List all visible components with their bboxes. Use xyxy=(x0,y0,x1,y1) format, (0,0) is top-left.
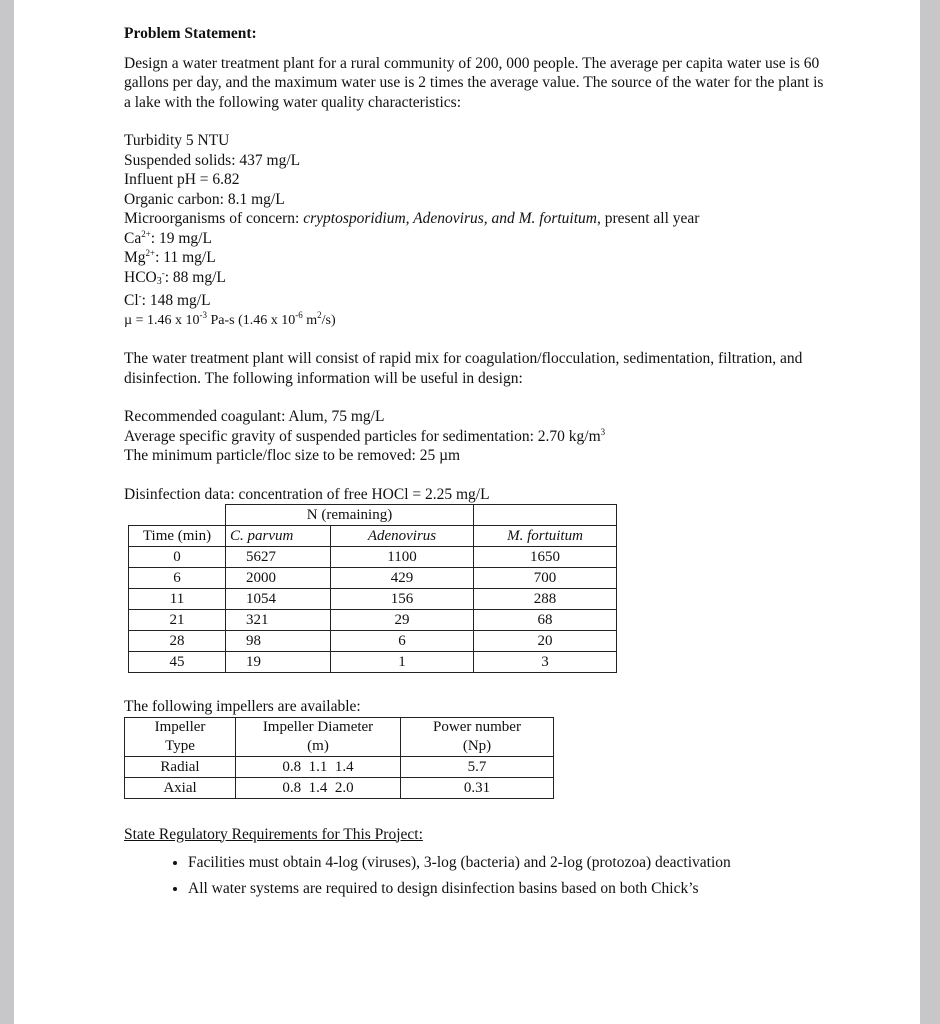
cl-charge: - xyxy=(138,291,142,301)
viscosity-line xyxy=(124,311,824,331)
ca-charge: 2+ xyxy=(141,228,151,239)
turbidity-line: Turbidity 5 NTU xyxy=(124,132,230,149)
gravity-text: Average specific gravity of suspended particles for sedimentation: 2.70 kg/m xyxy=(124,427,601,445)
cell-c-parvum: 2000 xyxy=(226,568,331,589)
cell-impeller-type: Axial xyxy=(125,777,236,798)
bicarbonate-line xyxy=(124,268,824,292)
cell-time: 45 xyxy=(129,652,226,673)
header-diameter-line2: (m) xyxy=(307,737,329,754)
mu-exp-3: 2 xyxy=(317,309,322,320)
micro-organisms: cryptosporidium, Adenovirus, and M. fortuitum xyxy=(303,210,597,227)
header-power-line1: Power number xyxy=(433,718,521,735)
water-quality-list xyxy=(124,131,824,330)
coagulant-line: Recommended coagulant: Alum, 75 mg/L xyxy=(124,408,385,425)
magnesium-line xyxy=(124,248,824,268)
header-diameter-line1: Impeller Diameter xyxy=(262,718,374,735)
mu-part-c: m xyxy=(302,312,318,328)
table-row xyxy=(125,777,554,798)
micro-prefix: Microorganisms of concern: xyxy=(124,210,304,227)
ca-value: : 19 mg/L xyxy=(150,229,212,247)
hco-subscript: 3 xyxy=(156,275,162,287)
hco-symbol: HCO xyxy=(124,268,157,286)
ca-symbol: Ca xyxy=(124,229,142,247)
design-info xyxy=(124,407,824,466)
cell-m-fortuitum: 288 xyxy=(474,589,617,610)
microorganisms-line xyxy=(124,209,824,229)
cell-impeller-diameter: 0.8 1.1 1.4 xyxy=(236,756,401,777)
header-adenovirus: Adenovirus xyxy=(331,526,474,547)
cell-power-number: 0.31 xyxy=(401,777,554,798)
list-item: • All water systems are required to design disinfection basins based on both Chick’s xyxy=(188,878,824,900)
hco-charge: - xyxy=(161,267,165,278)
table-header-row xyxy=(129,526,617,547)
table-row xyxy=(125,756,554,777)
cell-m-fortuitum: 700 xyxy=(474,568,617,589)
impeller-header-row xyxy=(125,717,554,756)
document-page xyxy=(14,0,920,1024)
cell-adenovirus: 6 xyxy=(331,631,474,652)
disinfection-caption: Disinfection data: concentration of free HOCl = 2.25 mg/L xyxy=(124,485,490,503)
cell-impeller-type: Radial xyxy=(125,756,236,777)
header-impeller-type xyxy=(125,717,236,756)
cell-adenovirus: 429 xyxy=(331,568,474,589)
impellers-table xyxy=(124,717,554,799)
mu-exp-1: -3 xyxy=(199,309,207,320)
cell-m-fortuitum: 3 xyxy=(474,652,617,673)
particle-line: The minimum particle/floc size to be removed: 25 µm xyxy=(124,447,461,464)
cell-impeller-diameter: 0.8 1.4 2.0 xyxy=(236,777,401,798)
mu-part-a: µ = 1.46 x 10 xyxy=(124,312,200,328)
cell-time: 28 xyxy=(129,631,226,652)
cell-time: 0 xyxy=(129,547,226,568)
table-row xyxy=(129,589,617,610)
mu-part-d: /s) xyxy=(321,312,336,328)
gravity-line xyxy=(124,427,824,447)
table-group-header-row xyxy=(129,505,617,526)
cell-time: 11 xyxy=(129,589,226,610)
table-row xyxy=(129,631,617,652)
header-impeller-line1: Impeller xyxy=(154,718,206,735)
cell-adenovirus: 29 xyxy=(331,610,474,631)
ph-line: Influent pH = 6.82 xyxy=(124,171,240,188)
intro-paragraph: Design a water treatment plant for a rural community of 200, 000 people. The average per capita water use is 60 gallons per day, and the maximum water use is 2 times the average value. The source of the water for the plant is a lake with the following water quality characteristics: xyxy=(124,54,824,111)
header-impeller-diameter xyxy=(236,717,401,756)
mu-exp-2: -6 xyxy=(295,309,303,320)
cell-adenovirus: 1 xyxy=(331,652,474,673)
cell-c-parvum: 98 xyxy=(226,631,331,652)
header-c-parvum: C. parvum xyxy=(226,526,331,547)
micro-suffix: , present all year xyxy=(597,210,700,227)
cell-m-fortuitum: 68 xyxy=(474,610,617,631)
calcium-line xyxy=(124,229,824,249)
cell-c-parvum: 321 xyxy=(226,610,331,631)
header-power-line2: (Np) xyxy=(462,737,492,754)
cell-adenovirus: 156 xyxy=(331,589,474,610)
chloride-line xyxy=(124,291,824,311)
impellers-caption: The following impellers are available: xyxy=(124,698,361,715)
disinfection-table xyxy=(128,504,617,673)
mg-charge: 2+ xyxy=(145,248,156,258)
table-row xyxy=(129,652,617,673)
organic-carbon-line: Organic carbon: 8.1 mg/L xyxy=(124,190,285,208)
header-power-number xyxy=(401,717,554,756)
n-remaining-header: N (remaining) xyxy=(226,505,474,526)
plant-paragraph: The water treatment plant will consist of rapid mix for coagulation/flocculation, sedimentation, filtration, and disinfection. The following information will be useful in design: xyxy=(124,350,803,387)
table-row xyxy=(129,610,617,631)
cell-time: 21 xyxy=(129,610,226,631)
cell-power-number: 5.7 xyxy=(401,756,554,777)
cell-m-fortuitum: 1650 xyxy=(474,547,617,568)
cl-symbol: Cl xyxy=(124,292,139,309)
cell-c-parvum: 19 xyxy=(226,652,331,673)
table-row xyxy=(129,547,617,568)
hco-value: : 88 mg/L xyxy=(164,268,226,286)
regulatory-heading: State Regulatory Requirements for This Project: xyxy=(124,825,423,843)
cell-c-parvum: 5627 xyxy=(226,547,331,568)
header-impeller-line2: Type xyxy=(165,737,195,754)
cl-value: : 148 mg/L xyxy=(141,292,211,309)
cell-time: 6 xyxy=(129,568,226,589)
problem-title: Problem Statement: xyxy=(124,25,257,42)
table-row xyxy=(129,568,617,589)
header-time: Time (min) xyxy=(129,526,226,547)
mg-value: : 11 mg/L xyxy=(155,249,216,266)
cell-m-fortuitum: 20 xyxy=(474,631,617,652)
document-content xyxy=(124,24,824,904)
mu-part-b: Pa-s (1.46 x 10 xyxy=(206,312,296,328)
mg-symbol: Mg xyxy=(124,249,146,266)
suspended-solids-line: Suspended solids: 437 mg/L xyxy=(124,151,301,169)
cell-c-parvum: 1054 xyxy=(226,589,331,610)
gravity-exp: 3 xyxy=(600,426,606,437)
cell-adenovirus: 1100 xyxy=(331,547,474,568)
regulatory-list xyxy=(124,852,824,900)
list-item: • Facilities must obtain 4-log (viruses), 3-log (bacteria) and 2-log (protozoa) deactivation xyxy=(188,852,748,874)
header-m-fortuitum: M. fortuitum xyxy=(474,526,617,547)
